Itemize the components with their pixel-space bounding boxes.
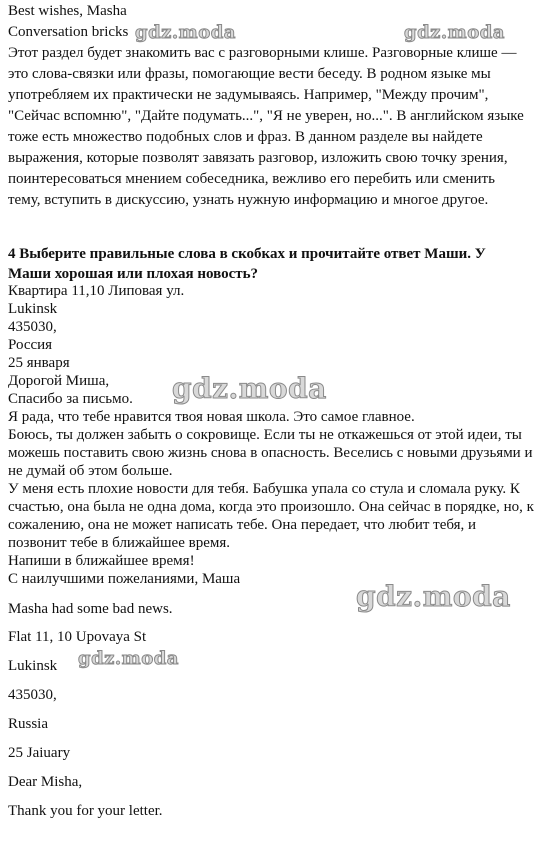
ru-paragraph-1: Я рада, что тебе нравится твоя новая школа. Это самое главное. bbox=[8, 409, 415, 425]
en-date: 25 Jaiuary bbox=[8, 745, 71, 761]
signoff-line: Best wishes, Masha bbox=[8, 3, 127, 19]
watermark: gdz.moda bbox=[404, 22, 505, 43]
ru-address-city: Lukinsk bbox=[8, 301, 58, 317]
ru-greeting: Дорогой Миша, bbox=[8, 373, 110, 389]
watermark: gdz.moda bbox=[172, 372, 327, 405]
watermark: gdz.moda bbox=[78, 648, 179, 669]
en-country: Russia bbox=[8, 716, 49, 732]
ru-address-zip: 435030, bbox=[8, 319, 57, 335]
ru-thanks: Спасибо за письмо. bbox=[8, 391, 133, 407]
section-title: Conversation bricks bbox=[8, 24, 129, 40]
task-heading: 4 Выберите правильные слова в скобках и прочитайте ответ Маши. У Маши хорошая или плохая новость? bbox=[8, 246, 486, 282]
en-city: Lukinsk bbox=[8, 658, 58, 674]
ru-paragraph-4: Напиши в ближайшее время! bbox=[8, 553, 195, 569]
en-summary: Masha had some bad news. bbox=[8, 601, 173, 617]
ru-address-line: Квартира 11,10 Липовая ул. bbox=[8, 283, 185, 299]
ru-address-country: Россия bbox=[8, 337, 53, 353]
ru-paragraph-2: Боюсь, ты должен забыть о сокровище. Если ты не откажешься от этой идеи, ты можешь поставить свою жизнь снова в опасность. Веселись с новыми друзьями и не думай об этом больше. bbox=[8, 427, 533, 479]
intro-paragraph: Этот раздел будет знакомить вас с разговорными клише. Разговорные клише — это слова-связки или фразы, помогающие вести беседу. В родном языке мы употребляем их практически не задумываясь. Например, "Между прочим", "Сейчас вспомню", "Дайте подумать...", "Я не уверен, но...". В английском языке тоже есть множество подобных слов и фраз. В данном разделе вы найдете выражения, которые позволят завязать разговор, изложить свою точку зрения, поинтересоваться мнением собеседника, вежливо его перебить или сменить тему, вступить в дискуссию, узнать нужную информацию и многое другое. bbox=[8, 45, 524, 208]
en-thanks: Thank you for your letter. bbox=[8, 803, 163, 819]
en-address-line: Flat 11, 10 Upovaya St bbox=[8, 629, 147, 645]
en-zip: 435030, bbox=[8, 687, 57, 703]
russian-letter bbox=[8, 282, 534, 588]
watermark: gdz.moda bbox=[356, 580, 511, 613]
watermark: gdz.moda bbox=[135, 22, 236, 43]
ru-closing: С наилучшими пожеланиями, Маша bbox=[8, 571, 241, 587]
en-greeting: Dear Misha, bbox=[8, 774, 83, 790]
ru-date: 25 января bbox=[8, 355, 70, 371]
ru-paragraph-3: У меня есть плохие новости для тебя. Бабушка упала со стула и сломала руку. К счастью, она была не одна дома, когда это произошло. Она сейчас в порядке, но, к сожалению, она не может написать тебе. Она передает, что любит тебя, и позвонит тебе в ближайшее время. bbox=[8, 481, 534, 551]
